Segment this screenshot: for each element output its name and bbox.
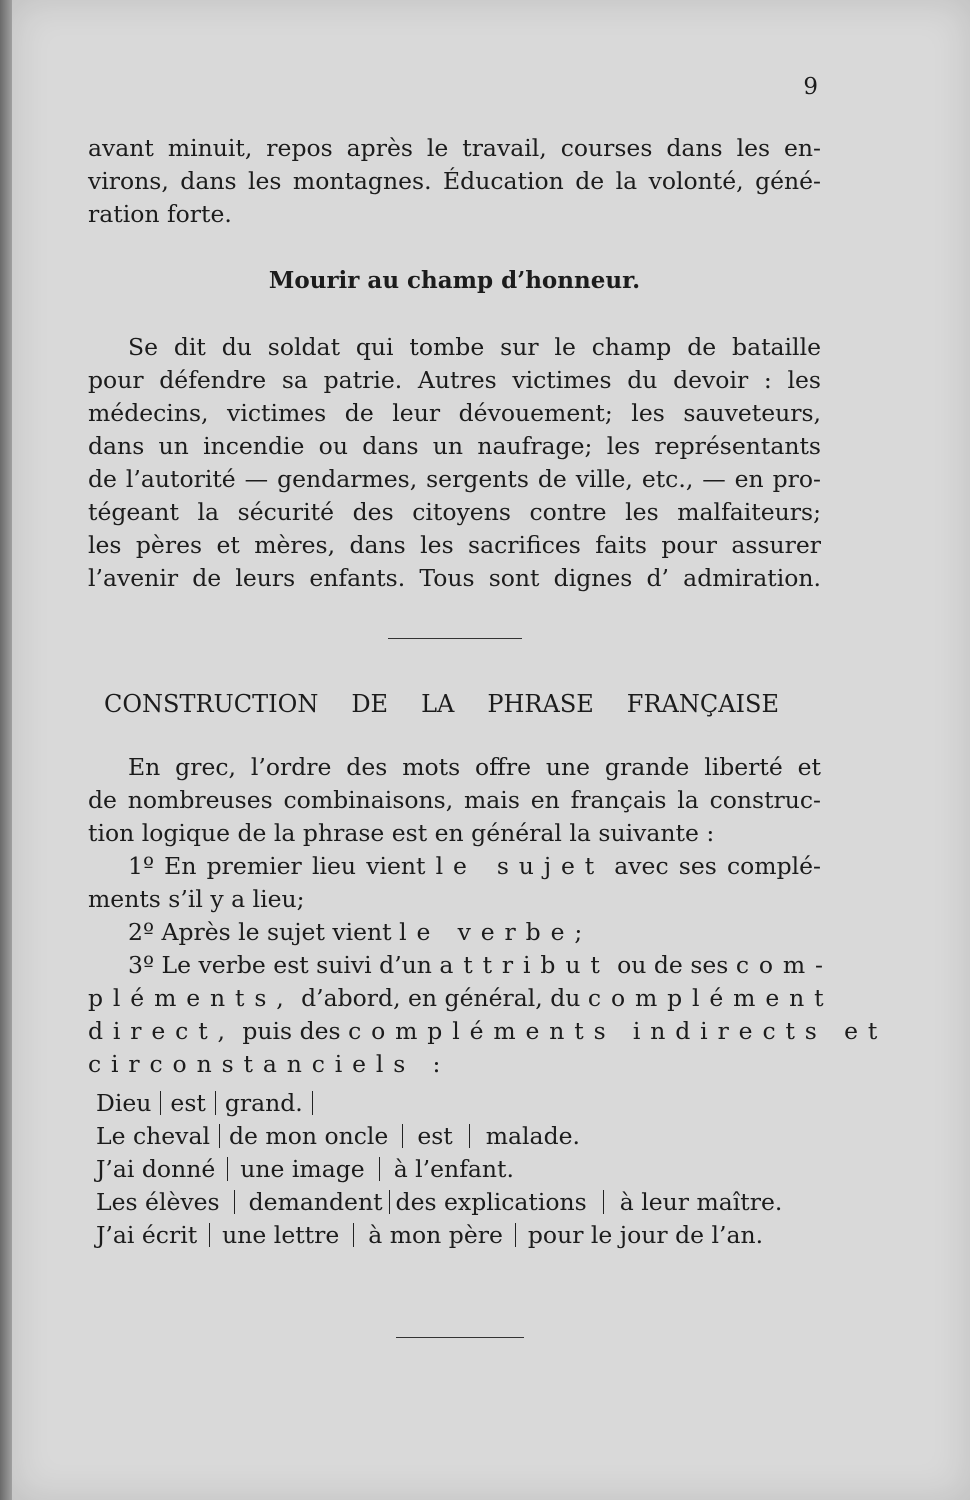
- intro-line: tion logique de la phrase est en général la suivante :: [88, 819, 715, 847]
- paragraph-2-line: médecins, victimes de leur dévouement; les sauveteurs,: [88, 399, 821, 427]
- rule-1-line: [128, 850, 821, 883]
- paragraph-2-line: dans un incendie ou dans un naufrage; les représentants: [88, 432, 821, 460]
- example-row: [96, 1087, 322, 1120]
- spaced-term: direct,: [88, 1017, 235, 1045]
- example-segment: à leur maître.: [619, 1188, 783, 1216]
- example-segment: J’ai écrit: [96, 1221, 198, 1249]
- heading-mourir: Mourir au champ d’honneur.: [268, 267, 641, 294]
- divider-bar: [389, 1190, 390, 1214]
- rule-text: 3º Le verbe est suivi d’un: [128, 951, 432, 979]
- example-row: [96, 1153, 514, 1186]
- divider-bar: [227, 1157, 228, 1181]
- separator-rule: [396, 1337, 524, 1338]
- example-row: [96, 1219, 763, 1252]
- paragraph-2-line: les pères et mères, dans les sacrifices faits pour assurer: [88, 531, 821, 559]
- paragraph-2-line: de l’autorité — gendarmes, sergents de ville, etc., — en pro-: [88, 465, 821, 493]
- spaced-term: com-: [735, 951, 833, 979]
- divider-bar: [209, 1223, 210, 1247]
- divider-bar: [515, 1223, 516, 1247]
- divider-bar: [469, 1124, 470, 1148]
- spaced-term: pléments,: [88, 984, 294, 1012]
- page-number: 9: [803, 74, 818, 100]
- example-segment: Les élèves: [96, 1188, 220, 1216]
- example-segment: est: [170, 1089, 206, 1117]
- page-edge: [0, 0, 12, 1500]
- divider-bar: [160, 1091, 161, 1115]
- example-segment: Dieu: [96, 1089, 152, 1117]
- rule-text: ;: [574, 918, 583, 946]
- example-segment: de mon oncle: [229, 1122, 389, 1150]
- rule-2-line: [128, 916, 821, 949]
- rule-text: 1º En premier lieu vient: [128, 852, 426, 880]
- example-segment: pour le jour de l’an.: [527, 1221, 764, 1249]
- spaced-term: complément: [587, 984, 834, 1012]
- spaced-term-sujet: le sujet: [435, 852, 605, 880]
- divider-bar: [312, 1091, 313, 1115]
- section-title: CONSTRUCTION DE LA PHRASE FRANÇAISE: [104, 690, 779, 718]
- rule-3-line: [88, 1048, 821, 1081]
- example-segment: une image: [240, 1155, 365, 1183]
- example-segment: malade.: [485, 1122, 580, 1150]
- spaced-term: compléments indirects et: [348, 1017, 888, 1045]
- spaced-term-verbe: le verbe: [399, 918, 575, 946]
- paragraph-2-line: pour défendre sa patrie. Autres victimes du devoir : les: [88, 366, 821, 394]
- example-row: [96, 1186, 782, 1219]
- paragraph-1-line: virons, dans les montagnes. Éducation de la volonté, géné-: [88, 167, 821, 195]
- divider-bar: [215, 1091, 216, 1115]
- intro-line: de nombreuses combinaisons, mais en français la construc-: [88, 786, 821, 814]
- rule-3-line: [88, 1015, 888, 1048]
- divider-bar: [402, 1124, 403, 1148]
- example-segment: grand.: [224, 1089, 303, 1117]
- paragraph-1-line: ration forte.: [88, 200, 232, 228]
- divider-bar: [219, 1124, 220, 1148]
- example-segment: J’ai donné: [96, 1155, 216, 1183]
- rule-3-line: [88, 982, 834, 1015]
- example-segment: est: [417, 1122, 453, 1150]
- paragraph-2-line: tégeant la sécurité des citoyens contre les malfaiteurs;: [88, 498, 821, 526]
- spaced-term: circonstanciels :: [88, 1050, 451, 1078]
- divider-bar: [353, 1223, 354, 1247]
- spaced-term-attribut: attribut: [439, 951, 610, 979]
- example-segment: Le cheval: [96, 1122, 210, 1150]
- rule-text: avec ses complé-: [614, 852, 822, 880]
- divider-bar: [234, 1190, 235, 1214]
- example-segment: à l’enfant.: [393, 1155, 514, 1183]
- paragraph-2-line: l’avenir de leurs enfants. Tous sont dignes d’ admiration.: [88, 564, 821, 592]
- rule-text: puis des: [242, 1017, 341, 1045]
- example-segment: des explications: [395, 1188, 587, 1216]
- divider-bar: [603, 1190, 604, 1214]
- paragraph-1-line: avant minuit, repos après le travail, courses dans les en-: [88, 134, 821, 162]
- example-segment: à mon père: [368, 1221, 503, 1249]
- separator-rule: [388, 638, 522, 639]
- rule-text: d’abord, en général, du: [301, 984, 581, 1012]
- intro-line: En grec, l’ordre des mots offre une grande liberté et: [128, 753, 821, 781]
- example-segment: demandent: [248, 1188, 383, 1216]
- rule-1-line: ments s’il y a lieu;: [88, 885, 305, 913]
- divider-bar: [379, 1157, 380, 1181]
- rule-3-line: [128, 949, 833, 982]
- paragraph-2-line: Se dit du soldat qui tombe sur le champ de bataille: [128, 333, 821, 361]
- example-segment: une lettre: [222, 1221, 340, 1249]
- rule-text: 2º Après le sujet vient: [128, 918, 392, 946]
- rule-text: ou de ses: [617, 951, 729, 979]
- example-row: [96, 1120, 580, 1153]
